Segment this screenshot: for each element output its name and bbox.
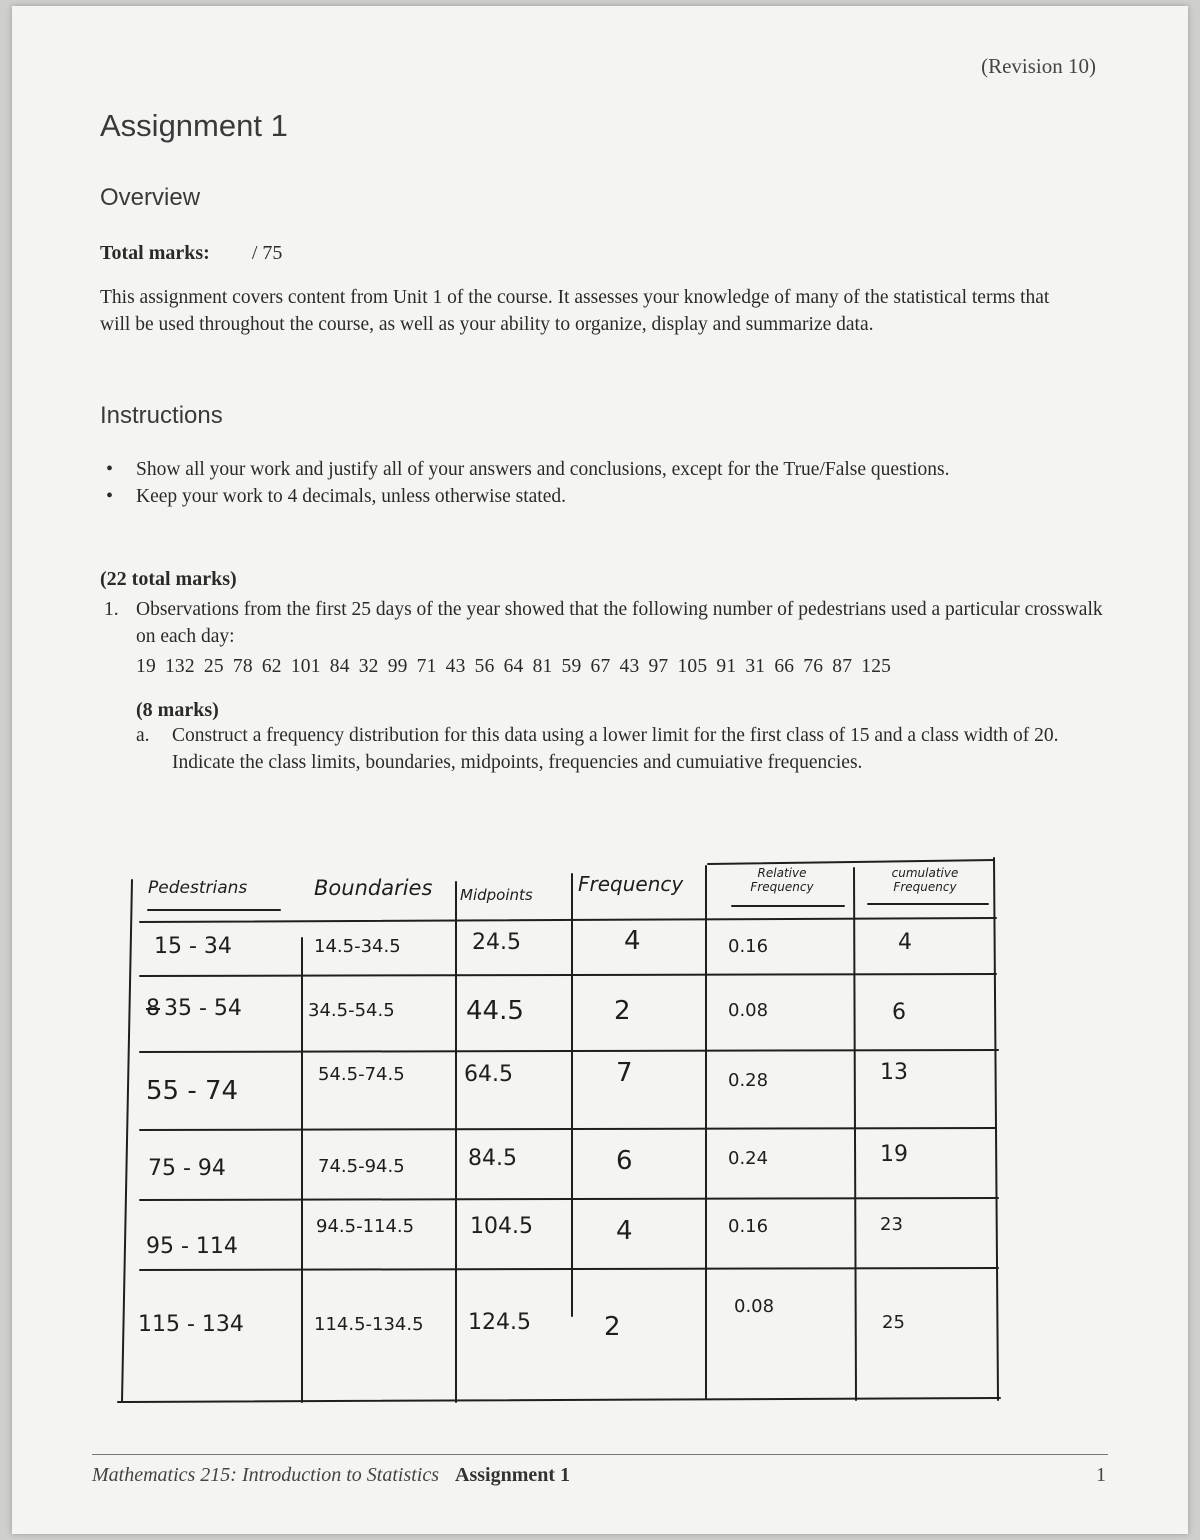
row-struck-digit: 8 bbox=[146, 996, 160, 1021]
row-relative: 0.16 bbox=[728, 936, 769, 957]
instruction-item: • Show all your work and justify all of your answers and conclusions, except for the True/False questions. bbox=[100, 456, 1060, 483]
page-number: 1 bbox=[1096, 1464, 1106, 1486]
row-relative: 0.24 bbox=[728, 1148, 769, 1169]
part-a-marks: (8 marks) bbox=[136, 699, 219, 721]
overview-heading: Overview bbox=[100, 184, 201, 211]
row-midpoint: 64.5 bbox=[464, 1062, 513, 1087]
row-frequency: 4 bbox=[616, 1216, 633, 1246]
header-pedestrians: Pedestrians bbox=[148, 878, 248, 898]
header-midpoints: Midpoints bbox=[460, 886, 533, 904]
row-cumulative: 19 bbox=[880, 1142, 908, 1167]
header-relative-line2: Frequency bbox=[750, 880, 814, 894]
row-midpoint: 84.5 bbox=[468, 1146, 517, 1171]
page-title: Assignment 1 bbox=[100, 108, 288, 143]
row-boundaries: 114.5-134.5 bbox=[314, 1314, 424, 1335]
footer-assignment: Assignment 1 bbox=[455, 1464, 571, 1486]
question-number: 1. bbox=[104, 599, 119, 620]
row-boundaries: 34.5-54.5 bbox=[308, 1000, 395, 1021]
row-midpoint: 24.5 bbox=[472, 930, 521, 955]
instructions-heading: Instructions bbox=[100, 402, 223, 429]
question-1 bbox=[100, 596, 1110, 650]
row-boundaries: 14.5-34.5 bbox=[314, 936, 401, 957]
total-marks-row bbox=[100, 242, 282, 265]
row-cumulative: 13 bbox=[880, 1060, 908, 1085]
row-relative: 0.08 bbox=[728, 1000, 769, 1021]
footer-course: Mathematics 215: Introduction to Statistics bbox=[92, 1464, 440, 1486]
row-limits: 95 - 114 bbox=[146, 1234, 238, 1259]
row-cumulative: 6 bbox=[892, 1000, 906, 1025]
question-marks: (22 total marks) bbox=[100, 568, 237, 590]
part-a-text: Construct a frequency distribution for this data using a lower limit for the first class of 15 and a class width of 20. Indicate the class limits, boundaries, midpoints, frequencies and cumuiative frequencies. bbox=[172, 725, 1059, 773]
header-boundaries: Boundaries bbox=[314, 876, 433, 900]
header-cumulative-line2: Frequency bbox=[893, 880, 957, 894]
document-page bbox=[12, 6, 1188, 1534]
observations-list: 19 132 25 78 62 101 84 32 99 71 43 56 64 81 59 67 43 97 105 91 31 66 76 87 125 bbox=[136, 656, 892, 677]
row-boundaries: 94.5-114.5 bbox=[316, 1216, 415, 1237]
header-frequency: Frequency bbox=[578, 872, 684, 896]
row-midpoint: 104.5 bbox=[470, 1214, 533, 1239]
footer bbox=[92, 1464, 570, 1487]
row-frequency: 2 bbox=[614, 996, 631, 1026]
row-frequency: 6 bbox=[616, 1146, 633, 1176]
row-cumulative: 23 bbox=[880, 1214, 903, 1235]
revision-label: (Revision 10) bbox=[981, 54, 1096, 78]
row-frequency: 4 bbox=[624, 926, 641, 956]
part-a bbox=[136, 722, 1076, 776]
instructions-list bbox=[100, 456, 1060, 510]
row-limits: 115 - 134 bbox=[138, 1312, 244, 1337]
header-cumulative-line1: cumulative bbox=[891, 866, 959, 880]
row-relative: 0.28 bbox=[728, 1070, 769, 1091]
total-marks-value: / 75 bbox=[251, 242, 283, 264]
question-text: Observations from the first 25 days of the year showed that the following number of pedestrians used a particular crosswalk on each day: bbox=[136, 599, 1103, 647]
row-cumulative: 4 bbox=[898, 930, 912, 955]
row-limits: 55 - 74 bbox=[146, 1076, 239, 1106]
row-boundaries: 74.5-94.5 bbox=[318, 1156, 405, 1177]
intro-paragraph: This assignment covers content from Unit 1 of the course. It assesses your knowledge of many of the statistical terms that will be used throughout the course, as well as your ability to organize, display and summarize data. bbox=[100, 287, 1050, 335]
header-relative-line1: Relative bbox=[757, 866, 807, 880]
total-marks-label: Total marks: bbox=[100, 242, 210, 264]
row-cumulative: 25 bbox=[882, 1312, 905, 1333]
row-relative: 0.16 bbox=[728, 1216, 769, 1237]
row-limits: 15 - 34 bbox=[154, 934, 232, 959]
row-boundaries: 54.5-74.5 bbox=[318, 1064, 405, 1085]
row-midpoint: 44.5 bbox=[466, 996, 524, 1026]
row-relative: 0.08 bbox=[734, 1296, 775, 1317]
row-frequency: 7 bbox=[616, 1058, 633, 1088]
row-midpoint: 124.5 bbox=[468, 1310, 531, 1335]
part-a-label: a. bbox=[136, 725, 150, 746]
row-limits: 35 - 54 bbox=[164, 996, 242, 1021]
row-limits: 75 - 94 bbox=[148, 1156, 226, 1181]
header-relative-frequency bbox=[716, 866, 848, 894]
instruction-item: • Keep your work to 4 decimals, unless otherwise stated. bbox=[100, 483, 1060, 510]
footer-divider bbox=[92, 1454, 1108, 1455]
row-frequency: 2 bbox=[604, 1312, 621, 1342]
header-cumulative-frequency bbox=[860, 866, 990, 894]
